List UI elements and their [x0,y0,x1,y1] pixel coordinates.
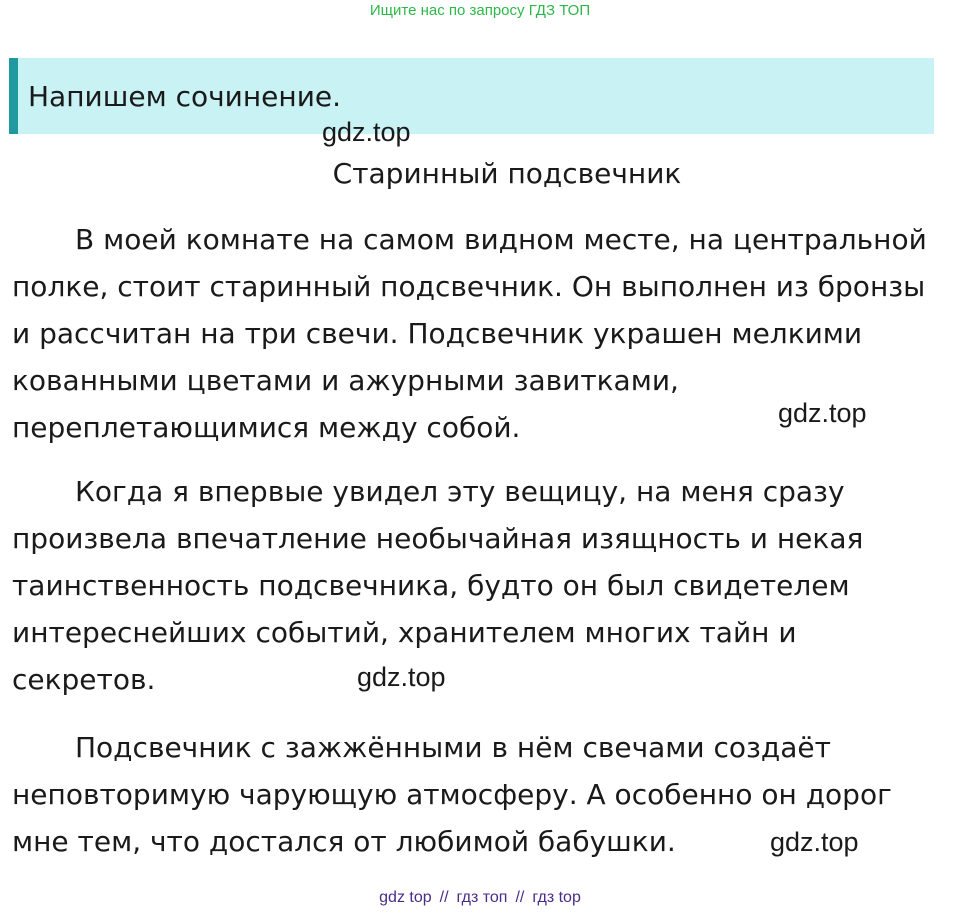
watermark: gdz.top [322,117,411,147]
footer-link[interactable]: гдз top [532,889,581,906]
footer-separator: // [439,889,449,906]
watermark: gdz.top [357,662,446,692]
footer-link[interactable]: gdz top [379,889,432,906]
footer-link[interactable]: гдз топ [456,889,508,906]
essay-paragraph: Подсвечник с зажжёнными в нём свечами создаёт неповторимую чарующую атмосферу. А особенно он дорог мне тем, что достался от любимой бабушки. [12,731,892,858]
essay-paragraph: Когда я впервые увидел эту вещицу, на меня сразу произвела впечатление необычайная изящность и некая таинственность подсвечника, будто он был свидетелем интереснейших событий, хранителем многих тайн и секретов. [12,475,864,696]
section-header [9,58,934,134]
search-banner: Ищите нас по запросу ГДЗ ТОП [369,2,591,19]
footer-links [0,889,960,907]
footer-separator: // [515,889,525,906]
watermark: gdz.top [778,398,867,428]
watermark: gdz.top [770,827,859,857]
essay-paragraph: В моей комнате на самом видном месте, на центральной полке, стоит старинный подсвечник. Он выполнен из бронзы и рассчитан на три свечи. Подсвечник украшен мелкими кованными цветами и ажурными завитками, переплетающимися между собой. [12,223,927,444]
essay-title: Старинный подсвечник [332,157,682,190]
section-title: Напишем сочинение. [28,80,342,113]
header-accent-bar [9,58,18,134]
